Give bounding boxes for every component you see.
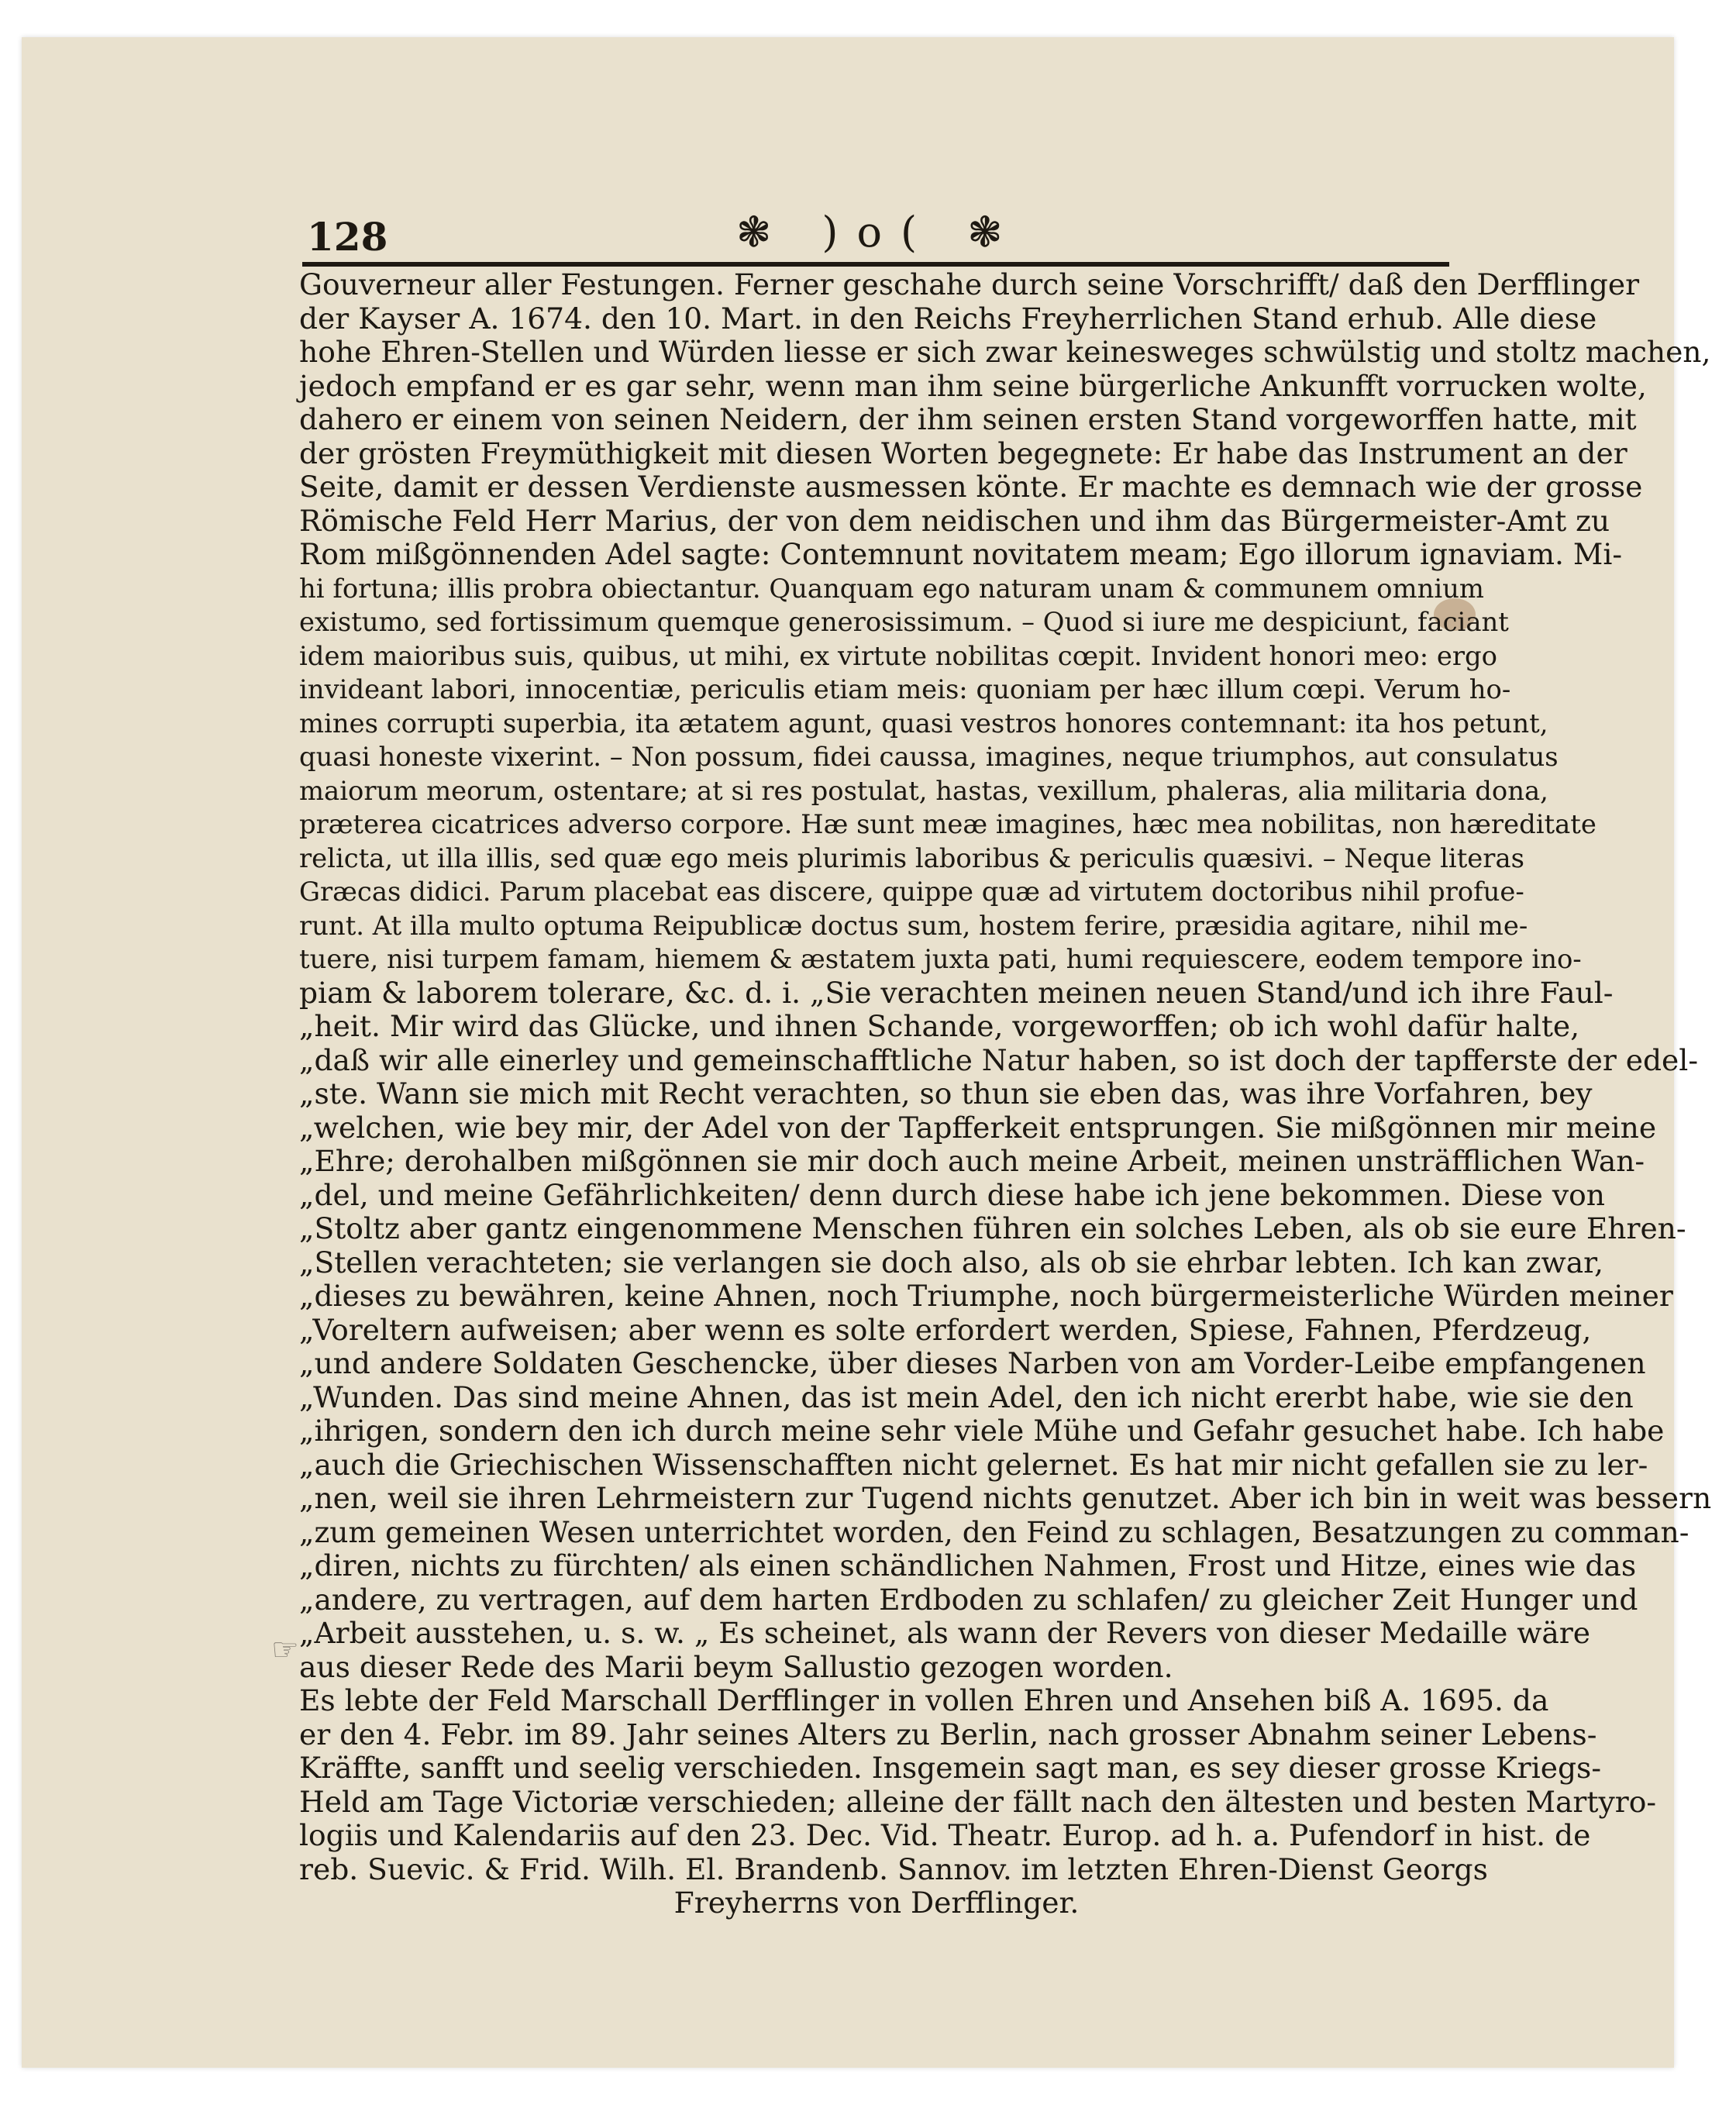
text-line: „del, und meine Gefährlichkeiten/ denn durch diese habe ich jene bekommen. Diese von [299, 1177, 1605, 1212]
text-line: Römische Feld Herr Marius, der von dem neidischen und ihm das Bürgermeister-Amt zu [299, 503, 1610, 538]
text-line: mines corrupti superbia, ita ætatem agunt, quasi vestros honores contemnant: ita hos petunt, [299, 708, 1548, 739]
text-line: „welchen, wie bey mir, der Adel von der Tapfferkeit entsprungen. Sie mißgönnen mir meine [299, 1110, 1657, 1145]
text-line: existumo, sed fortissimum quemque generosissimum. – Quod si iure me despiciunt, faciant [299, 607, 1509, 637]
text-line: jedoch empfand er es gar sehr, wenn man ihm seine bürgerliche Ankunfft vorrucken wolte, [299, 368, 1647, 403]
text-line: relicta, ut illa illis, sed quæ ego meis plurimis laboribus & periculis quæsivi. – Neque literas [299, 842, 1524, 873]
text-line: præterea cicatrices adverso corpore. Hæ sunt meæ imagines, hæc mea nobilitas, non hæreditate [299, 809, 1596, 839]
text-line: invideant labori, innocentiæ, periculis etiam meis: quoniam per hæc illum cœpi. Verum ho- [299, 674, 1511, 704]
text-line: „diren, nichts zu fürchten/ als einen schändlichen Nahmen, Frost und Hitze, eines wie das [299, 1548, 1637, 1583]
page-header [302, 208, 1449, 267]
text-line: „nen, weil sie ihren Lehrmeistern zur Tugend nichts genutzet. Aber ich bin in weit was bessern [299, 1481, 1712, 1515]
text-line: „Stoltz aber gantz eingenommene Menschen führen ein solches Leben, als ob sie eure Ehren- [299, 1211, 1686, 1245]
text-line: „Ehre; derohalben mißgönnen sie mir doch auch meine Arbeit, meinen unsträfflichen Wan- [299, 1144, 1645, 1178]
text-line: logiis und Kalendariis auf den 23. Dec. Vid. Theatr. Europ. ad h. a. Pufendorf in hist. de [299, 1818, 1591, 1852]
text-line: Freyherrns von Derfflinger. [673, 1886, 1080, 1920]
text-line: der grösten Freymüthigkeit mit diesen Worten begegnete: Er habe das Instrument an der [299, 436, 1628, 470]
text-line: runt. At illa multo optuma Reipublicæ doctus sum, hostem ferire, præsidia agitare, nihil me- [299, 910, 1528, 941]
page-number: 128 [307, 214, 388, 260]
text-line: der Kayser A. 1674. den 10. Mart. in den Reichs Freyherrlichen Stand erhub. Alle diese [299, 301, 1597, 336]
text-line: tuere, nisi turpem famam, hiemem & æstatem juxta pati, humi requiescere, eodem tempore ino- [299, 944, 1582, 974]
text-line: Held am Tage Victoriæ verschieden; alleine der fällt nach den ältesten und besten Martyro- [299, 1784, 1657, 1819]
text-line: dahero er einem von seinen Neidern, der ihm seinen ersten Stand vorgeworffen hatte, mit [299, 402, 1637, 436]
body-text [299, 267, 1712, 1920]
text-line: „auch die Griechischen Wissenschafften nicht gelernet. Es hat mir nicht gefallen sie zu ler- [299, 1447, 1648, 1482]
text-line: „Wunden. Das sind meine Ahnen, das ist mein Adel, den ich nicht ererbt habe, wie sie den [299, 1380, 1634, 1414]
text-line: „daß wir alle einerley und gemeinschafftliche Natur haben, so ist doch der tapfferste der edel- [299, 1042, 1699, 1077]
text-line: idem maioribus suis, quibus, ut mihi, ex virtute nobilitas cœpit. Invident honori meo: ergo [299, 640, 1497, 671]
text-line: Seite, damit er dessen Verdienste ausmessen könte. Er machte es demnach wie der grosse [299, 470, 1643, 504]
text-line: reb. Suevic. & Frid. Wilh. El. Brandenb. Sannov. im letzten Ehren-Dienst Georgs [299, 1851, 1488, 1886]
text-line: „Stellen verachteten; sie verlangen sie doch also, als ob sie ehrbar lebten. Ich kan zwar, [299, 1245, 1603, 1280]
text-line: quasi honeste vixerint. – Non possum, fidei caussa, imagines, neque triumphos, aut consulatus [299, 742, 1559, 772]
text-line: Rom mißgönnenden Adel sagte: Contemnunt novitatem meam; Ego illorum ignaviam. Mi- [299, 537, 1623, 571]
text-line: „Arbeit ausstehen, u. s. w. „ Es scheinet, als wann der Revers von dieser Medaille wäre [299, 1616, 1591, 1650]
text-line: „Voreltern aufweisen; aber wenn es solte erfordert werden, Spiese, Fahnen, Pferdzeug, [299, 1312, 1592, 1347]
ornament-flourish: ❃ )o( ❃ [736, 208, 1021, 257]
text-line: „zum gemeinen Wesen unterrichtet worden, den Feind zu schlagen, Besatzungen zu comman- [299, 1514, 1690, 1549]
text-line: Kräffte, sanfft und seelig verschieden. Insgemein sagt man, es sey dieser grosse Kriegs- [299, 1751, 1602, 1785]
text-line: „andere, zu vertragen, auf dem harten Erdboden zu schlafen/ zu gleicher Zeit Hunger und [299, 1582, 1638, 1617]
text-line: „ihrigen, sondern den ich durch meine sehr viele Mühe und Gefahr gesuchet habe. Ich habe [299, 1414, 1665, 1448]
text-line: hohe Ehren-Stellen und Würden liesse er sich zwar keinesweges schwülstig und stoltz machen, [299, 335, 1711, 369]
text-line: hi fortuna; illis probra obiectantur. Quanquam ego naturam unam & communem omnium [299, 573, 1484, 604]
text-line: „und andere Soldaten Geschencke, über dieses Narben von am Vorder-Leibe empfangenen [299, 1346, 1646, 1380]
text-line: Es lebte der Feld Marschall Derfflinger in vollen Ehren und Ansehen biß A. 1695. da [299, 1683, 1549, 1717]
text-line: er den 4. Febr. im 89. Jahr seines Alters zu Berlin, nach grosser Abnahm seiner Lebens- [299, 1717, 1597, 1752]
text-line: „ste. Wann sie mich mit Recht verachten, so thun sie eben das, was ihre Vorfahren, bey [299, 1076, 1593, 1111]
text-line: „dieses zu bewähren, keine Ahnen, noch Triumphe, noch bürgermeisterliche Würden meiner [299, 1279, 1673, 1313]
text-line: Gouverneur aller Festungen. Ferner geschahe durch seine Vorschrifft/ daß den Derfflinger [299, 267, 1640, 301]
text-line: piam & laborem tolerare, &c. d. i. „Sie verachten meinen neuen Stand/und ich ihre Faul- [299, 975, 1614, 1010]
text-line: Græcas didici. Parum placebat eas discere, quippe quæ ad virtutem doctoribus nihil profue- [299, 877, 1524, 907]
text-line: „heit. Mir wird das Glücke, und ihnen Schande, vorgeworffen; ob ich wohl dafür halte, [299, 1009, 1580, 1043]
pointing-hand-icon: ☞ [271, 1632, 299, 1668]
text-line: maiorum meorum, ostentare; at si res postulat, hastas, vexillum, phaleras, alia militaria dona, [299, 775, 1548, 806]
text-line: aus dieser Rede des Marii beym Sallustio gezogen worden. [299, 1649, 1173, 1684]
